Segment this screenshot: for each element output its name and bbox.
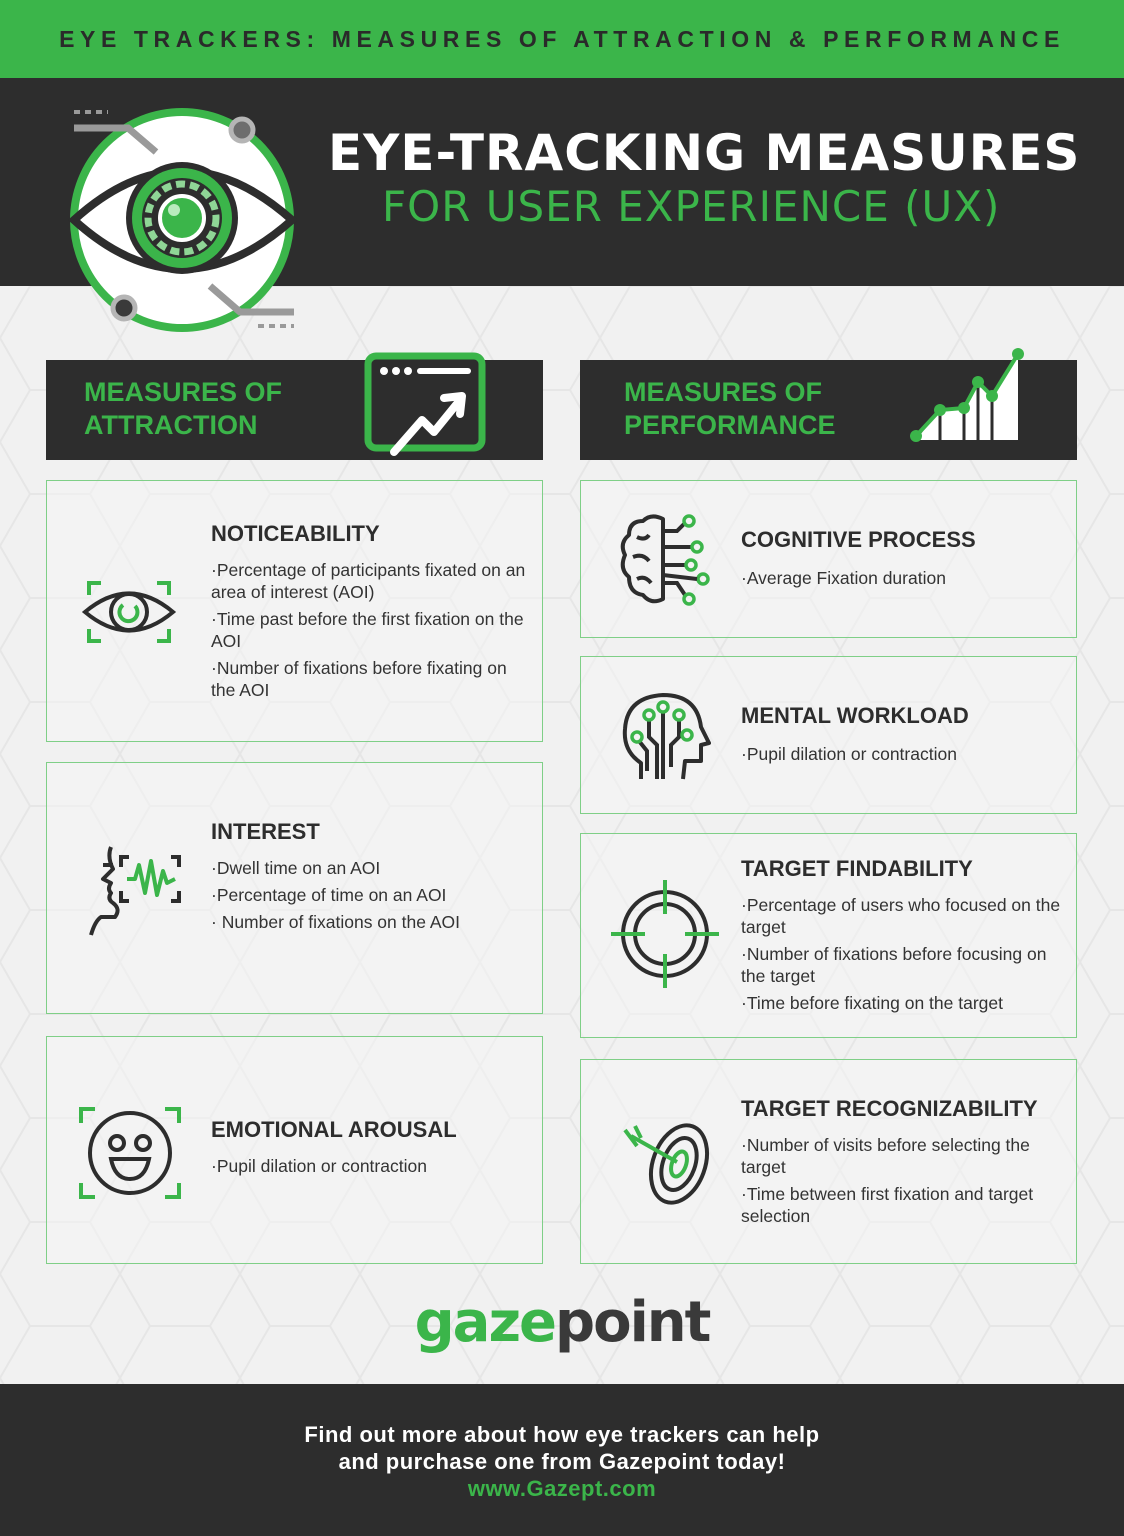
page-title: EYE-TRACKING MEASURES — [328, 124, 1081, 182]
list-item: ·Dwell time on an AOI — [211, 858, 381, 878]
gazepoint-logo — [0, 1290, 1124, 1355]
card-target-findability — [580, 833, 1077, 1038]
measure-list — [741, 567, 1061, 594]
smiley-face-icon — [77, 1105, 183, 1201]
measure-list — [741, 894, 1061, 1019]
list-item: ·Average Fixation duration — [741, 568, 946, 588]
performance-heading — [624, 376, 884, 442]
card-mental-workload — [580, 656, 1077, 814]
footer-line-1: Find out more about how eye trackers can help — [304, 1422, 820, 1447]
card-title: INTEREST — [211, 819, 320, 844]
list-item: ·Pupil dilation or contraction — [741, 744, 957, 764]
head-circuit-icon — [619, 691, 711, 783]
attraction-heading — [84, 376, 344, 442]
measure-list — [741, 743, 1061, 770]
card-title: COGNITIVE PROCESS — [741, 527, 976, 552]
browser-trend-arrow-icon — [364, 352, 486, 456]
measure-list — [741, 1134, 1061, 1232]
list-item: ·Time past before the first fixation on the AOI — [211, 609, 524, 651]
list-item: · Number of fixations on the AOI — [211, 912, 461, 932]
footer-url-link[interactable]: www.Gazept.com — [467, 1476, 657, 1501]
list-item: ·Time between first fixation and target selection — [741, 1184, 1034, 1226]
list-item: ·Percentage of users who focused on the target — [741, 895, 1061, 937]
banner-text: EYE TRACKERS: MEASURES OF ATTRACTION & PERFORMANCE — [59, 25, 1065, 52]
performance-heading-line2: PERFORMANCE — [624, 410, 836, 440]
eye-circuit-icon — [60, 100, 300, 335]
eye-focus-icon — [81, 579, 177, 645]
top-banner — [0, 0, 1124, 78]
crosshair-target-icon — [609, 878, 721, 990]
footer-line-2: and purchase one from Gazepoint today! — [338, 1449, 786, 1474]
card-noticeability — [46, 480, 543, 742]
measure-list — [211, 559, 529, 706]
card-title: MENTAL WORKLOAD — [741, 703, 969, 728]
footer — [0, 1384, 1124, 1536]
list-item: ·Percentage of participants fixated on an area of interest (AOI) — [211, 560, 526, 602]
logo-part-gaze: gaze — [414, 1290, 556, 1355]
card-cognitive-process — [580, 480, 1077, 638]
list-item: ·Pupil dilation or contraction — [211, 1156, 427, 1176]
brain-circuit-icon — [619, 513, 711, 607]
list-item: ·Number of fixations before fixating on the AOI — [211, 658, 507, 700]
dart-target-icon — [621, 1118, 713, 1206]
logo-part-point: point — [555, 1290, 710, 1355]
rising-bar-chart-icon — [904, 344, 1034, 446]
list-item: ·Time before fixating on the target — [741, 993, 1003, 1013]
list-item: ·Percentage of time on an AOI — [211, 885, 447, 905]
card-title: TARGET RECOGNIZABILITY — [741, 1096, 1038, 1121]
card-title: TARGET FINDABILITY — [741, 856, 973, 881]
list-item: ·Number of visits before selecting the target — [741, 1135, 1030, 1177]
measure-list — [211, 1155, 529, 1182]
performance-heading-line1: MEASURES OF — [624, 377, 823, 407]
card-title: NOTICEABILITY — [211, 521, 380, 546]
card-interest — [46, 762, 543, 1014]
face-wave-icon — [77, 843, 187, 939]
list-item: ·Number of fixations before focusing on the target — [741, 944, 1047, 986]
attraction-heading-line1: MEASURES OF — [84, 377, 283, 407]
card-title: EMOTIONAL AROUSAL — [211, 1117, 457, 1142]
card-emotional-arousal — [46, 1036, 543, 1264]
card-target-recognizability — [580, 1059, 1077, 1264]
measure-list — [211, 857, 529, 938]
attraction-heading-line2: ATTRACTION — [84, 410, 258, 440]
page-subtitle: FOR USER EXPERIENCE (UX) — [382, 182, 1001, 231]
